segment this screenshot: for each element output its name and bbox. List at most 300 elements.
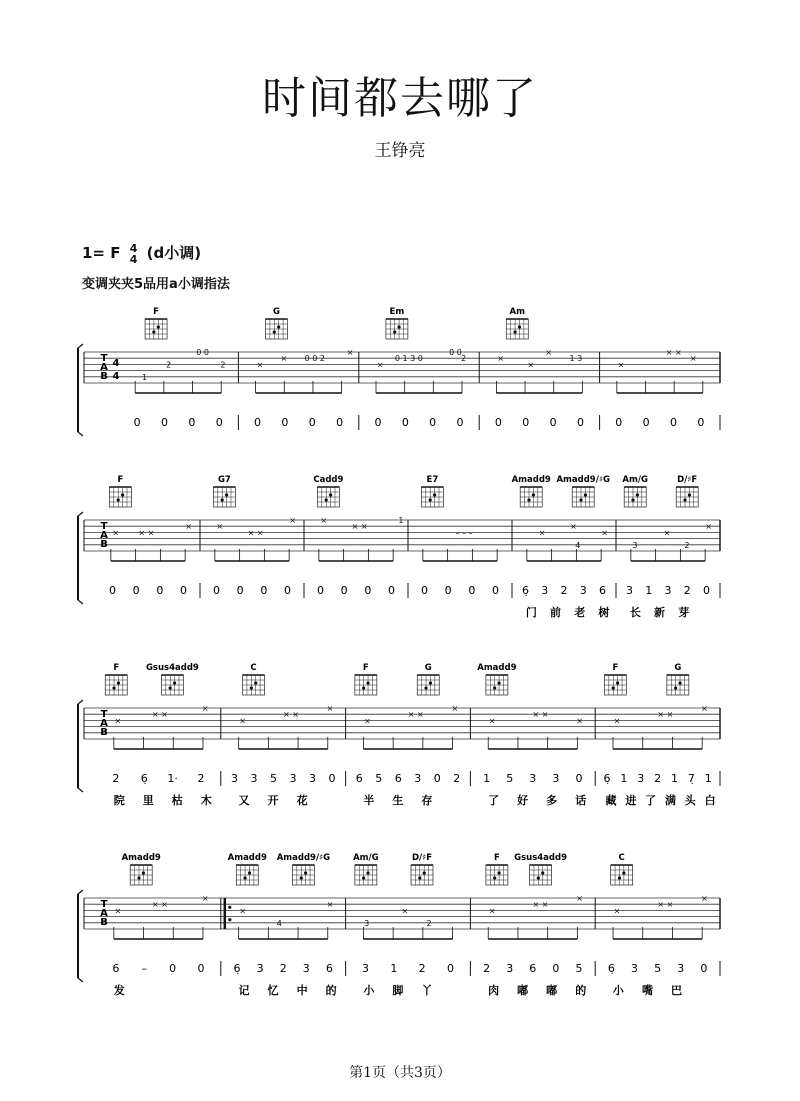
jianpu-note: 0 bbox=[468, 584, 476, 597]
jianpu-note: 0 bbox=[169, 962, 177, 975]
chord-name: D/♯F bbox=[411, 853, 433, 863]
tab-fret-mark: 3 bbox=[364, 918, 370, 928]
lyric-char: 记 bbox=[238, 984, 250, 997]
chord-name: Amadd9 bbox=[511, 475, 551, 485]
tab-fret-mark: 1 bbox=[142, 372, 148, 382]
jianpu-note: 0 bbox=[197, 962, 205, 975]
jianpu-note: 0 bbox=[447, 962, 455, 975]
chord-dot bbox=[277, 325, 280, 328]
jianpu-note: 0 bbox=[697, 416, 705, 429]
jianpu-note: 5 bbox=[575, 962, 583, 975]
lyric-char: 小 bbox=[363, 984, 375, 997]
lyric-char: 开 bbox=[267, 794, 279, 807]
jianpu-note: 0 bbox=[642, 416, 650, 429]
jianpu-note: 0 bbox=[161, 416, 169, 429]
jianpu-note: 5 bbox=[506, 772, 514, 785]
chord-dot bbox=[273, 330, 276, 333]
jianpu-note: 0 bbox=[433, 772, 441, 785]
jianpu-note: 0 bbox=[308, 416, 316, 429]
jianpu-note: 5 bbox=[654, 962, 662, 975]
jianpu-note: 0 bbox=[549, 416, 557, 429]
jianpu-note: 0 bbox=[336, 416, 344, 429]
tab-fret-mark: × bbox=[239, 906, 246, 916]
chord-dot bbox=[137, 876, 140, 879]
tab-fret-mark: 2 bbox=[426, 918, 432, 928]
lyric-char: 脚 bbox=[392, 984, 404, 997]
system-brace-bottom bbox=[78, 432, 83, 436]
tab-fret-mark: 0 0 bbox=[196, 348, 209, 357]
tab-fret-mark: 4 bbox=[575, 540, 581, 550]
chord-dot bbox=[325, 498, 328, 501]
system-brace-top bbox=[78, 512, 83, 516]
jianpu-note: 0 bbox=[236, 584, 244, 597]
jianpu-note: 2 bbox=[418, 962, 426, 975]
tab-fret-mark: × bbox=[663, 528, 671, 538]
jianpu-note: 2 bbox=[654, 772, 662, 785]
jianpu-note: 3 bbox=[230, 772, 238, 785]
tab-fret-mark: × bbox=[280, 354, 288, 364]
jianpu-note: 0 bbox=[109, 584, 117, 597]
tab-letter: A bbox=[100, 362, 108, 373]
lyric-char: 话 bbox=[575, 794, 587, 807]
chord-dot bbox=[142, 871, 145, 874]
jianpu-note: 0 bbox=[179, 584, 187, 597]
chord-dot bbox=[612, 686, 615, 689]
chord-name: Amadd9 bbox=[227, 853, 267, 863]
tab-letter: A bbox=[100, 908, 108, 919]
jianpu-note: 2 bbox=[112, 772, 120, 785]
system-brace-bottom bbox=[78, 978, 83, 982]
chord-name: F bbox=[117, 475, 124, 485]
jianpu-note: 6 bbox=[394, 772, 402, 785]
tab-fret-mark: × bbox=[701, 704, 708, 713]
tab-fret-mark: × bbox=[701, 894, 708, 903]
lyric-char: 白 bbox=[704, 794, 716, 807]
lyric-char: 丫 bbox=[421, 984, 433, 997]
tab-fret-mark: × bbox=[114, 716, 122, 726]
jianpu-note: 1 bbox=[390, 962, 398, 975]
key-prefix: 1= F bbox=[82, 244, 121, 262]
tab-fret-mark: × bbox=[451, 704, 459, 713]
jianpu-note: 0 bbox=[328, 772, 336, 785]
jianpu-note: 6̣ bbox=[521, 584, 529, 597]
jianpu-note: 2 bbox=[560, 584, 568, 597]
lyric-char: 新 bbox=[654, 606, 666, 619]
chord-name: G bbox=[674, 663, 682, 673]
chord-dot bbox=[152, 330, 155, 333]
lyric-char: 的 bbox=[325, 984, 337, 997]
chord-dot bbox=[221, 498, 224, 501]
lyric-char: 门 bbox=[525, 606, 537, 619]
chord-dot bbox=[254, 681, 257, 684]
jianpu-note: 0 bbox=[281, 416, 289, 429]
jianpu-note: 0 bbox=[444, 584, 452, 597]
tab-fret-mark: × bbox=[201, 704, 209, 713]
chord-name: Gsus4add9 bbox=[514, 853, 568, 863]
tab-fret-mark: 2 bbox=[461, 354, 467, 364]
jianpu-note: 0 bbox=[374, 416, 382, 429]
jianpu-note: 3 bbox=[289, 772, 297, 785]
jianpu-note: 0 bbox=[703, 584, 711, 597]
jianpu-note: 3 bbox=[361, 962, 369, 975]
chord-name: Am/G bbox=[622, 475, 648, 485]
system-brace-bottom bbox=[78, 600, 83, 604]
jianpu-note: 0 bbox=[215, 416, 223, 429]
chord-name: G bbox=[424, 663, 432, 673]
jianpu-note: 0 bbox=[213, 584, 221, 597]
tab-fret-mark: × bbox=[112, 528, 120, 538]
jianpu-note: 6̣ bbox=[140, 772, 148, 785]
jianpu-note: 0 bbox=[340, 584, 348, 597]
chord-dot bbox=[366, 871, 369, 874]
chord-dot bbox=[622, 871, 625, 874]
lyric-char: 老 bbox=[574, 606, 586, 619]
tab-fret-mark: × × bbox=[151, 900, 168, 910]
jianpu-note: 0 bbox=[700, 962, 708, 975]
tab-letter: B bbox=[100, 727, 108, 738]
tab-fret-mark: × bbox=[488, 906, 496, 916]
lyric-char: 发 bbox=[113, 984, 125, 997]
lyric-char: 进 bbox=[625, 794, 637, 807]
tab-fret-mark: × bbox=[326, 900, 334, 910]
time-top: 4 bbox=[129, 241, 138, 255]
jianpu-note: 0 bbox=[254, 416, 262, 429]
chord-dot bbox=[631, 498, 634, 501]
chord-dot bbox=[513, 330, 516, 333]
tab-fret-mark: 0 0 2 bbox=[304, 354, 325, 364]
lyric-char: 小 bbox=[612, 984, 624, 997]
chord-name: F bbox=[612, 663, 619, 673]
chord-dot bbox=[112, 686, 115, 689]
time-signature bbox=[130, 243, 138, 265]
jianpu-note: 3 bbox=[414, 772, 422, 785]
chord-name: E7 bbox=[426, 475, 439, 485]
jianpu-note: 6̣ bbox=[607, 962, 615, 975]
jianpu-note: 3 bbox=[250, 772, 258, 785]
lyric-char: 院 bbox=[113, 794, 125, 807]
system-brace-top bbox=[78, 700, 83, 704]
jianpu-note: 1 bbox=[670, 772, 678, 785]
lyric-char: 中 bbox=[296, 984, 308, 997]
chord-name: F bbox=[113, 663, 120, 673]
jianpu-note: 3 bbox=[529, 772, 537, 785]
jianpu-note: 0 bbox=[387, 584, 395, 597]
jianpu-note: 1 bbox=[645, 584, 653, 597]
chord-dot bbox=[397, 325, 400, 328]
tab-fret-mark: × bbox=[689, 354, 697, 364]
chord-dot bbox=[429, 498, 432, 501]
tab-fret-mark: × bbox=[527, 360, 535, 370]
chord-dot bbox=[169, 686, 172, 689]
tab-fret-mark: 2 bbox=[166, 360, 172, 370]
jianpu-note: 3 bbox=[625, 584, 633, 597]
tab-fret-mark: × bbox=[576, 894, 583, 903]
chord-name: Am/G bbox=[353, 853, 379, 863]
tab-fret-mark: × × bbox=[657, 710, 674, 720]
artist-name: 王铮亮 bbox=[374, 141, 426, 161]
tab-fret-mark: × × bbox=[532, 900, 549, 910]
system-brace-bottom bbox=[78, 788, 83, 792]
jianpu-note: 6 bbox=[112, 962, 120, 975]
jianpu-note: 0 bbox=[576, 416, 584, 429]
chord-dot bbox=[518, 325, 521, 328]
lyric-char: 前 bbox=[550, 606, 562, 619]
jianpu-note: 1 bbox=[704, 772, 712, 785]
jianpu-note: 0 bbox=[491, 584, 499, 597]
time-sig-top: 4 bbox=[112, 358, 120, 369]
chord-dot bbox=[674, 686, 677, 689]
tab-letter: T bbox=[100, 521, 108, 532]
jianpu-note: 3 bbox=[664, 584, 672, 597]
repeat-dot bbox=[228, 918, 231, 921]
chord-dot bbox=[225, 493, 228, 496]
tab-fret-mark: × × bbox=[247, 528, 264, 538]
time-bottom: 4 bbox=[129, 252, 138, 266]
chord-dot bbox=[493, 876, 496, 879]
jianpu-note: 1 bbox=[483, 772, 491, 785]
chord-dot bbox=[527, 498, 530, 501]
tab-fret-mark: × bbox=[538, 528, 546, 538]
page-footer: 第1页（共3页） bbox=[349, 1065, 451, 1081]
chord-dot bbox=[424, 686, 427, 689]
lyric-char: 枯 bbox=[171, 794, 183, 807]
chord-name: Cadd9 bbox=[313, 475, 344, 485]
lyric-char: 嘟 bbox=[546, 984, 558, 997]
jianpu-note: 3 bbox=[302, 962, 310, 975]
tab-fret-mark: × bbox=[617, 360, 625, 370]
tab-fret-mark: × bbox=[216, 522, 224, 532]
jianpu-note: 6 bbox=[599, 584, 607, 597]
lyric-char: 藏 bbox=[605, 794, 617, 807]
tab-fret-mark: × × bbox=[282, 710, 299, 720]
capo-note: 变调夹夹5品用a小调指法 bbox=[82, 277, 230, 292]
tab-fret-mark: × × bbox=[532, 710, 549, 720]
lyric-char: 的 bbox=[575, 984, 587, 997]
system-brace-top bbox=[78, 890, 83, 894]
tab-fret-mark: 4 bbox=[276, 918, 282, 928]
lyric-char: 树 bbox=[598, 606, 610, 619]
tab-fret-mark: × bbox=[376, 360, 384, 370]
chord-dot bbox=[362, 686, 365, 689]
lyric-char: 嘴 bbox=[641, 984, 653, 997]
tab-fret-mark: 3 bbox=[632, 540, 638, 550]
jianpu-note: 3 bbox=[552, 772, 560, 785]
chord-dot bbox=[616, 681, 619, 684]
chord-name: C bbox=[618, 853, 625, 863]
tab-fret-mark: 1 bbox=[398, 516, 404, 525]
jianpu-note: 5 bbox=[375, 772, 383, 785]
chord-dot bbox=[618, 876, 621, 879]
tab-letter: A bbox=[100, 530, 108, 541]
jianpu-note: 0 bbox=[188, 416, 196, 429]
chord-dot bbox=[541, 871, 544, 874]
chord-dot bbox=[497, 681, 500, 684]
lyric-char: 肉 bbox=[488, 984, 500, 997]
jianpu-note: 0 bbox=[401, 416, 409, 429]
lyric-char: 巴 bbox=[670, 984, 682, 997]
chord-dot bbox=[423, 871, 426, 874]
lyric-char: 木 bbox=[200, 794, 212, 807]
chord-dot bbox=[497, 871, 500, 874]
tab-fret-mark: × bbox=[289, 516, 296, 525]
chord-dot bbox=[300, 876, 303, 879]
tab-letter: T bbox=[100, 899, 108, 910]
jianpu-note: 6 bbox=[325, 962, 333, 975]
jianpu-note: 2 bbox=[683, 584, 691, 597]
chord-dot bbox=[579, 498, 582, 501]
tab-fret-mark: × bbox=[201, 894, 209, 903]
chord-name: Em bbox=[389, 307, 405, 317]
tab-fret-mark: 1 3 bbox=[569, 354, 583, 364]
tab-fret-mark: × bbox=[320, 516, 328, 525]
chord-name: D/♯F bbox=[677, 475, 698, 485]
chord-dot bbox=[683, 498, 686, 501]
chord-name: F bbox=[153, 307, 159, 317]
jianpu-note: 3 bbox=[637, 772, 645, 785]
tab-fret-mark: × bbox=[601, 528, 608, 538]
tab-fret-mark: × × bbox=[657, 900, 674, 910]
chord-dot bbox=[433, 493, 436, 496]
jianpu-note: 0 bbox=[552, 962, 560, 975]
chord-name: G bbox=[272, 307, 280, 317]
chord-dot bbox=[117, 498, 120, 501]
jianpu-note: 0 bbox=[615, 416, 623, 429]
chord-dot bbox=[173, 681, 176, 684]
tab-system-4 bbox=[74, 848, 722, 1018]
lyric-char: 多 bbox=[546, 794, 558, 807]
chord-name: C bbox=[250, 663, 257, 673]
time-sig-bottom: 4 bbox=[112, 371, 120, 382]
jianpu-note: 2 bbox=[279, 962, 287, 975]
chord-dot bbox=[393, 330, 396, 333]
chord-dot bbox=[636, 493, 639, 496]
lyric-char: 花 bbox=[296, 794, 308, 807]
tab-letter: T bbox=[100, 709, 108, 720]
tab-letter: B bbox=[100, 917, 108, 928]
lyric-char: 长 bbox=[629, 606, 641, 619]
tab-fret-mark: – – – bbox=[455, 528, 473, 538]
tab-fret-mark: × bbox=[545, 348, 553, 357]
jianpu-note: 2 bbox=[483, 962, 491, 975]
jianpu-note: 0 bbox=[283, 584, 291, 597]
lyric-char: 芽 bbox=[678, 606, 690, 619]
key-signature bbox=[82, 242, 201, 265]
chord-dot bbox=[678, 681, 681, 684]
chord-name: Amadd9 bbox=[477, 663, 517, 673]
chord-name: Amadd9 bbox=[121, 853, 161, 863]
jianpu-note: 7̣ bbox=[687, 772, 695, 785]
chord-dot bbox=[366, 681, 369, 684]
chord-dot bbox=[418, 876, 421, 879]
lyric-char: 嘟 bbox=[517, 984, 529, 997]
chord-dot bbox=[117, 681, 120, 684]
chord-name: Am bbox=[509, 307, 525, 317]
lyric-char: 里 bbox=[142, 794, 154, 807]
chord-name: Amadd9/♯G bbox=[556, 475, 610, 485]
jianpu-note: 0 bbox=[429, 416, 437, 429]
chord-dot bbox=[243, 876, 246, 879]
chord-name: F bbox=[493, 853, 500, 863]
lyric-char: 好 bbox=[517, 794, 529, 807]
chord-name: F bbox=[362, 663, 369, 673]
jianpu-note: 0 bbox=[575, 772, 583, 785]
jianpu-note: 0 bbox=[133, 416, 141, 429]
tab-system-1 bbox=[74, 302, 722, 452]
chord-name: Gsus4add9 bbox=[145, 663, 199, 673]
tab-fret-mark: × × bbox=[351, 522, 368, 532]
jianpu-note: 3 bbox=[308, 772, 316, 785]
tab-fret-mark: × bbox=[185, 522, 192, 532]
tab-fret-mark: × bbox=[256, 360, 264, 370]
tab-fret-mark: × bbox=[576, 716, 583, 726]
jianpu-note: 6̣ bbox=[603, 772, 611, 785]
lyric-char: 半 bbox=[363, 794, 375, 807]
jianpu-note: 6 bbox=[355, 772, 363, 785]
lyric-char: 又 bbox=[238, 794, 250, 807]
chord-dot bbox=[688, 493, 691, 496]
chord-name: G7 bbox=[217, 475, 231, 485]
jianpu-note: 0 bbox=[364, 584, 372, 597]
tab-fret-mark: × bbox=[114, 906, 122, 916]
jianpu-note: 1 bbox=[620, 772, 628, 785]
tab-fret-mark: × bbox=[705, 522, 712, 532]
tab-fret-mark: × bbox=[346, 348, 354, 357]
tab-fret-mark: × bbox=[239, 716, 246, 726]
jianpu-note: 3 bbox=[630, 962, 638, 975]
tab-fret-mark: × × bbox=[665, 348, 682, 357]
tab-fret-mark: × bbox=[326, 704, 334, 713]
tab-letter: B bbox=[100, 371, 108, 382]
jianpu-note: 3 bbox=[506, 962, 514, 975]
tab-fret-mark: × bbox=[401, 906, 409, 916]
chord-dot bbox=[493, 686, 496, 689]
tab-fret-mark: 2 bbox=[684, 540, 690, 550]
repeat-dot bbox=[228, 906, 231, 909]
lyric-char: 头 bbox=[684, 794, 696, 807]
jianpu-note: 3 bbox=[256, 962, 264, 975]
jianpu-note: 2 bbox=[453, 772, 461, 785]
key-note: (d小调) bbox=[146, 244, 202, 262]
jianpu-note: 0 bbox=[494, 416, 502, 429]
jianpu-note: 3 bbox=[579, 584, 587, 597]
lyric-char: 生 bbox=[392, 794, 404, 807]
jianpu-note: 0 bbox=[260, 584, 268, 597]
chord-dot bbox=[250, 686, 253, 689]
jianpu-note: 3 bbox=[677, 962, 685, 975]
tab-fret-mark: × bbox=[613, 716, 621, 726]
tab-fret-mark: × bbox=[613, 906, 621, 916]
tab-letter: B bbox=[100, 539, 108, 550]
chord-name: Amadd9/♯G bbox=[276, 853, 331, 863]
jianpu-note: 6̣ bbox=[233, 962, 241, 975]
jianpu-note: 0 bbox=[522, 416, 530, 429]
jianpu-note: – bbox=[141, 962, 147, 975]
tab-fret-mark: 2 bbox=[220, 360, 226, 370]
tab-letter: T bbox=[100, 353, 108, 364]
chord-dot bbox=[584, 493, 587, 496]
chord-dot bbox=[157, 325, 160, 328]
jianpu-note: 0 bbox=[669, 416, 677, 429]
tab-fret-mark: × bbox=[488, 716, 496, 726]
tab-fret-mark: × × bbox=[138, 528, 155, 538]
tab-fret-mark: × × bbox=[407, 710, 424, 720]
song-title: 时间都去哪了 bbox=[262, 73, 538, 124]
chord-dot bbox=[537, 876, 540, 879]
tab-fret-mark: × bbox=[497, 354, 504, 364]
chord-dot bbox=[362, 876, 365, 879]
tab-fret-mark: 0 1 3 0 bbox=[394, 354, 423, 364]
tab-letter: A bbox=[100, 718, 108, 729]
